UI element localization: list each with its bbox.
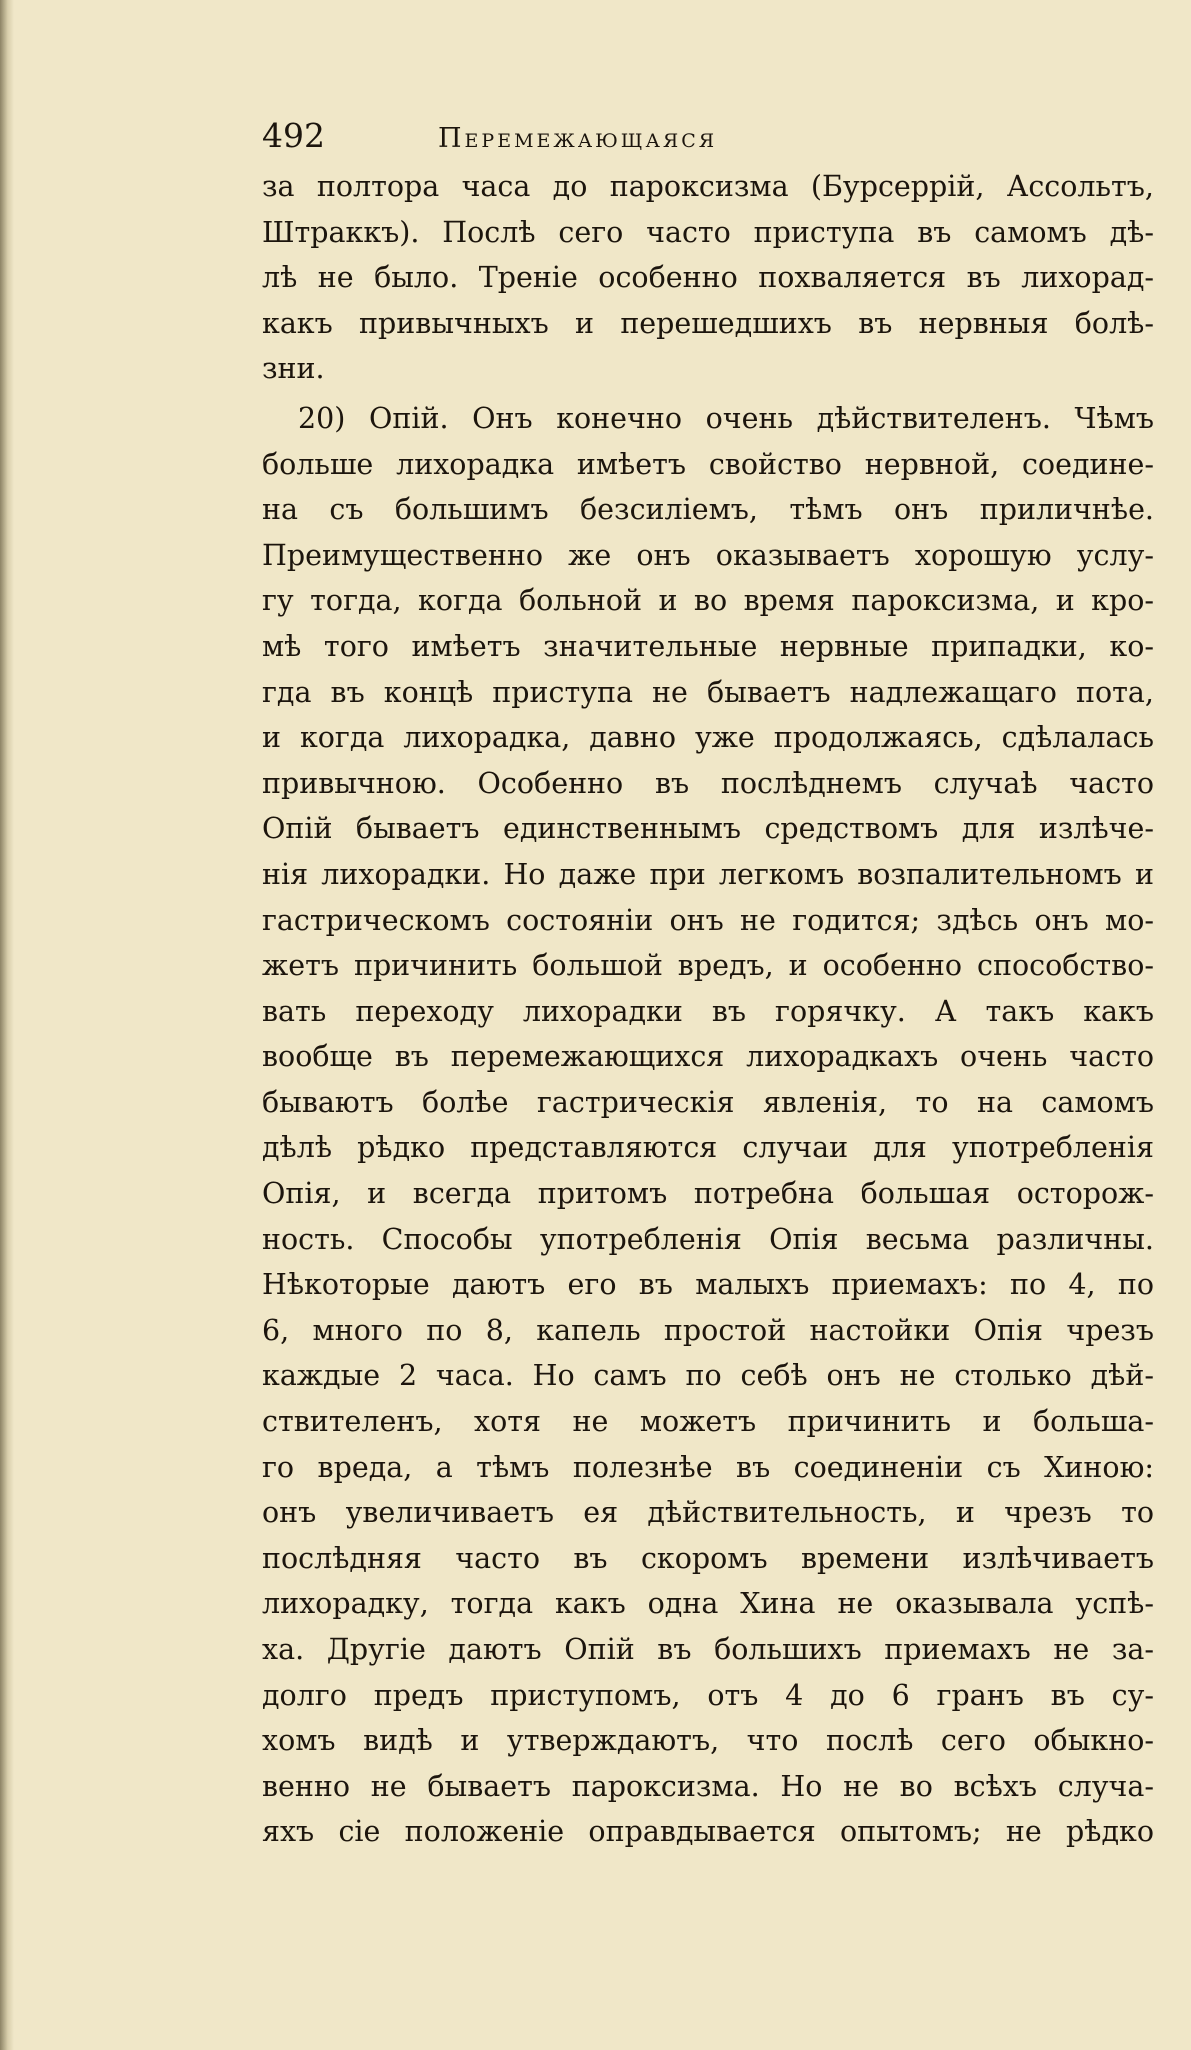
text-line: яхъ сіе положеніе оправдывается опытомъ; не рѣдко [262, 1815, 1154, 1849]
text-line: гастрическомъ состояніи онъ не годится; здѣсь онъ мо- [262, 903, 1154, 937]
text-line: вообще въ перемежающихся лихорадкахъ очень часто [262, 1040, 1154, 1074]
text-line: вать переходу лихорадки въ горячку. А такъ какъ [262, 994, 1154, 1028]
running-title: Перемежающаяся [438, 123, 718, 154]
text-line: привычною. Особенно въ послѣднемъ случаѣ часто [262, 766, 1154, 800]
text-line: Нѣкоторые даютъ его въ малыхъ приемахъ: по 4, по [262, 1268, 1154, 1302]
text-line: мѣ того имѣетъ значительные нервные припадки, ко- [262, 629, 1154, 663]
text-line: зни. [262, 352, 325, 386]
body-text [262, 164, 1154, 1855]
book-page [262, 116, 1154, 1855]
text-line: ность. Способы употребленія Опія весьма различны. [262, 1222, 1154, 1256]
text-line: ха. Другіе даютъ Опій въ большихъ приемахъ не за- [262, 1633, 1154, 1666]
text-line: какъ привычныхъ и перешедшихъ въ нервныя болѣ- [262, 306, 1154, 340]
text-line: Преимущественно же онъ оказываетъ хорошую услу- [262, 538, 1154, 572]
text-line: гу тогда, когда больной и во время пароксизма, и кро- [262, 584, 1154, 618]
text-line: хомъ видѣ и утверждаютъ, что послѣ сего обыкно- [262, 1724, 1154, 1758]
text-line: Опія, и всегда притомъ потребна большая осторож- [262, 1177, 1154, 1211]
text-line: ствителенъ, хотя не можетъ причинить и большa- [262, 1405, 1154, 1439]
text-line: венно не бываетъ пароксизма. Но не во всѣхъ случа- [262, 1769, 1154, 1803]
page-header [262, 116, 1154, 160]
text-line: жетъ причинить большой вредъ, и особенно способство- [262, 949, 1154, 983]
text-line: нія лихорадки. Но даже при легкомъ возпалительномъ и [262, 857, 1154, 891]
text-line: лихорадку, тогда какъ одна Хина не оказывала успѣ- [262, 1587, 1154, 1621]
text-line: Штраккъ). Послѣ сего часто приступа въ самомъ дѣ- [262, 215, 1154, 249]
text-line: 20) Опій. Онъ конечно очень дѣйствителенъ. Чѣмъ [298, 401, 1154, 435]
text-line: за полтора часа до пароксизма (Бурсеррій, Ассольтъ, [262, 170, 1154, 203]
page-number: 492 [262, 116, 325, 155]
text-line: послѣдняя часто въ скоромъ времени излѣчиваетъ [262, 1541, 1154, 1575]
paragraph [262, 396, 1154, 1855]
text-line: долго предъ приступомъ, отъ 4 до 6 гранъ въ су- [262, 1678, 1154, 1712]
text-line: каждые 2 часа. Но самъ по себѣ онъ не столько дѣй- [262, 1359, 1154, 1393]
text-line: Опій бываетъ единственнымъ средствомъ для излѣче- [262, 812, 1154, 846]
text-line: онъ увеличиваетъ ея дѣйствительность, и чрезъ то [262, 1496, 1154, 1530]
text-line: го вреда, а тѣмъ полезнѣе въ соединеніи съ Хиною: [262, 1450, 1154, 1484]
text-line: больше лихорадка имѣетъ свойство нервной, соедине- [262, 447, 1154, 481]
text-line: 6, много по 8, капель простой настойки Опія чрезъ [262, 1313, 1154, 1347]
text-line: бываютъ болѣе гастрическія явленія, то на самомъ [262, 1085, 1154, 1119]
text-line: лѣ не было. Треніе особенно похваляется въ лихорад- [262, 261, 1154, 295]
page-edge [0, 0, 14, 2050]
text-line: на съ большимъ безсиліемъ, тѣмъ онъ приличнѣе. [262, 493, 1154, 527]
text-line: и когда лихорадка, давно уже продолжаясь, сдѣлалась [262, 721, 1154, 755]
text-line: гда въ концѣ приступа не бываетъ надлежащаго пота, [262, 675, 1154, 709]
text-line: дѣлѣ рѣдко представляются случаи для употребленія [262, 1131, 1154, 1165]
paragraph [262, 164, 1154, 392]
